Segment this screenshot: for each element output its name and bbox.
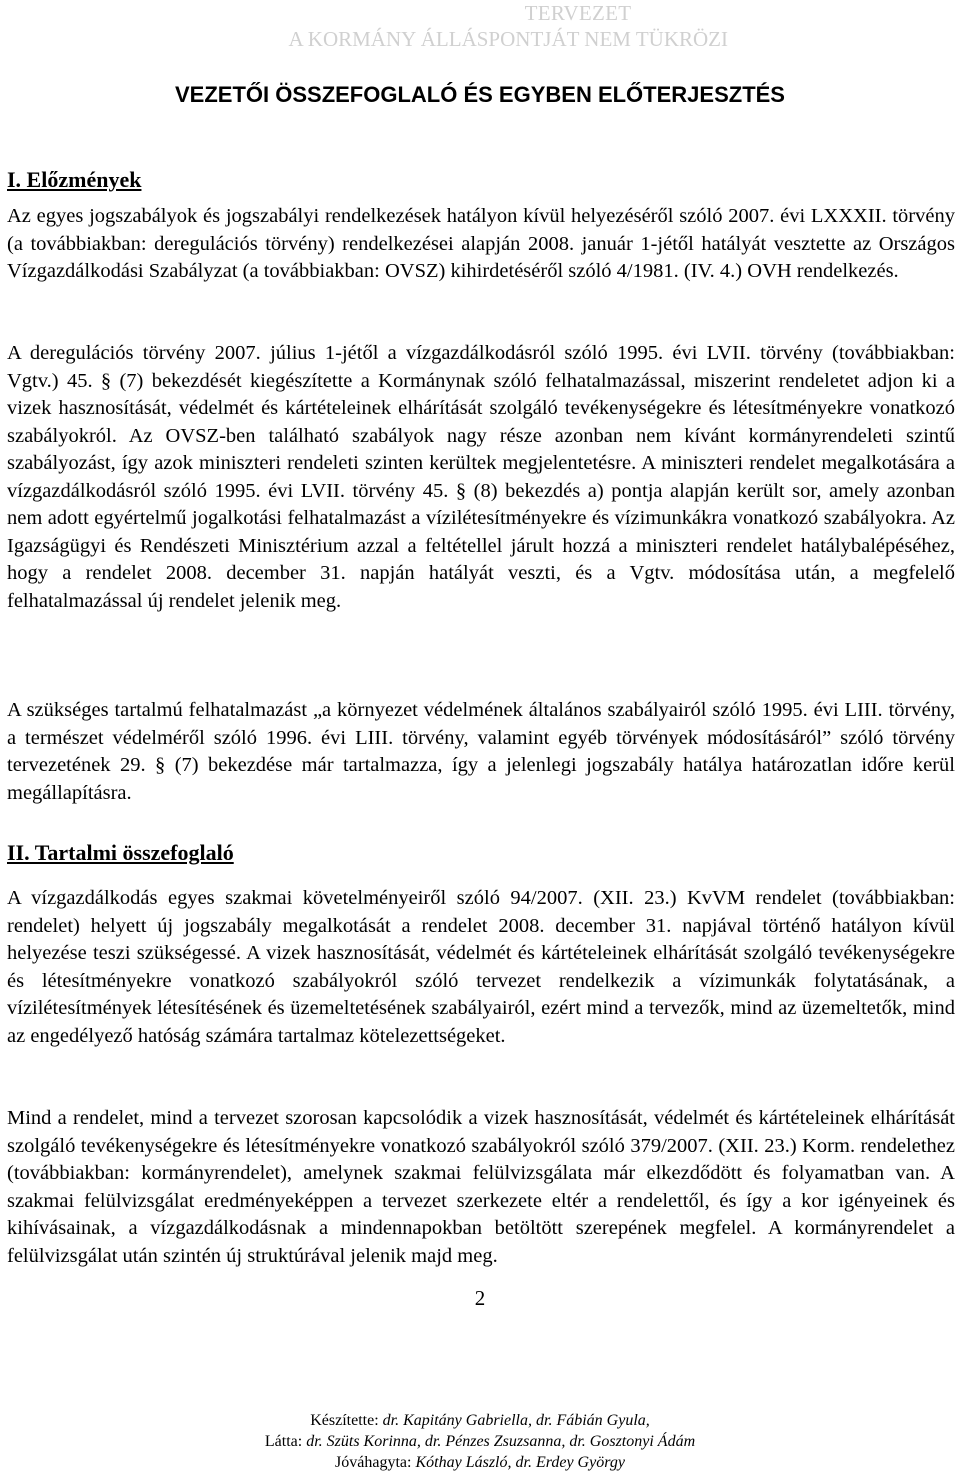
footer-prepared-names: dr. Kapitány Gabriella, dr. Fábián Gyula, <box>382 1412 650 1429</box>
footer-approved <box>0 1452 960 1473</box>
paragraph: A vízgazdálkodás egyes szakmai követelményeiről szóló 94/2007. (XII. 23.) KvVM rendelet (továbbiakban: rendelet) helyett új jogszabály megalkotását a rendelet 2008. december 31. napjával történő hatályon kívül helyezése teszi szükségessé. A vizek hasznosítását, védelmét és kártételeinek elhárítását szolgáló tevékenységekre és létesítményekre vonatkozó szabályokról szóló tervezet rendelkezik a vízimunkák folytatásának, a vízilétesítmények létesítésének és üzemeltetésének szabályairól, ezért mind a tervezők, mind az üzemeltetők, mind az engedélyező hatóság számára tartalmaz kötelezettségeket. <box>7 887 955 1047</box>
paragraph: Az egyes jogszabályok és jogszabályi rendelkezések hatályon kívül helyezéséről szóló 2007. évi LXXXII. törvény (a továbbiakban: deregulációs törvény) rendelkezései alapján 2008. január 1-jétől hatályát vesztette az Országos Vízgazdálkodási Szabályzat (a továbbiakban: OVSZ) kihirdetéséről szóló 4/1981. (IV. 4.) OVH rendelkezés. <box>7 205 955 282</box>
paragraph: A deregulációs törvény 2007. július 1-jétől a vízgazdálkodásról szóló 1995. évi LVII. törvény (továbbiakban: Vgtv.) 45. § (7) bekezdését kiegészítette a Kormánynak szóló felhatalmazással, miszerint rendeletet adjon ki a vizek hasznosítását, védelmét és kártételeinek elhárítását szolgáló tevékenységekre és létesítményekre vonatkozó szabályokról. Az OVSZ-ben található szabályok nagy része azonban nem kívánt kormányrendeleti szintű szabályozást, így azok miniszteri rendeleti szinten kerültek megjelentetésre. A miniszteri rendelet megalkotására a vízgazdálkodásról szóló 1995. évi LVII. törvény 45. § (8) bekezdés a) pontja alapján került sor, amely azonban nem adott egyértelmű jogalkotási felhatalmazást a vízilétesítményekre és vízimunkákra vonatkozó szabályokra. Az Igazságügyi és Rendészeti Minisztérium azzal a feltétellel járult hozzá a miniszteri rendelet hatálybalépéséhez, hogy a rendelet 2008. december 31. napján hatályát veszti, és a Vgtv. módosítása után, a megfelelő felhatalmazással új rendelet jelenik meg. <box>7 342 955 612</box>
watermark-line2: A KORMÁNY ÁLLÁSPONTJÁT NEM TÜKRÖZI <box>288 27 728 51</box>
footer-seen <box>0 1431 960 1452</box>
footer-seen-label: Látta: <box>264 1433 307 1450</box>
watermark-line1: TERVEZET <box>524 1 632 25</box>
section-title-elozmenyek: I. Előzmények <box>7 167 142 192</box>
draft-watermark <box>428 0 728 26</box>
footer-seen-names: dr. Szüts Korinna, dr. Pénzes Zsuzsanna, dr. Gosztonyi Ádám <box>306 1433 696 1450</box>
footer-approved-label: Jóváhagyta: <box>335 1454 416 1471</box>
paragraph: A szükséges tartalmú felhatalmazást „a környezet védelmének általános szabályairól szóló 1995. évi LIII. törvény, a természet védelméről szóló 1996. évi LIII. törvény, valamint egyéb törvények módosításáról” szóló törvény tervezetének 29. § (7) bekezdése már tartalmazza, így a jelenlegi jogszabály hatálya határozatlan időre kerül megállapításra. <box>7 699 955 804</box>
section-title-tartalmi-osszefoglalo: II. Tartalmi összefoglaló <box>7 840 234 865</box>
footer-approved-names: Kóthay László, dr. Erdey György <box>415 1454 625 1471</box>
document-title: VEZETŐI ÖSSZEFOGLALÓ ÉS EGYBEN ELŐTERJESZTÉS <box>175 82 785 107</box>
footer-prepared <box>0 1410 960 1431</box>
document-footer <box>0 1410 960 1473</box>
page-number: 2 <box>474 1286 486 1310</box>
footer-prepared-label: Készítette: <box>310 1412 383 1429</box>
paragraph: Mind a rendelet, mind a tervezet szorosan kapcsolódik a vizek hasznosítását, védelmét és kártételeinek elhárítását szolgáló tevékenységekre és létesítményekre vonatkozó szabályokról szóló 379/2007. (XII. 23.) Korm. rendelethez (továbbiakban: kormányrendelet), amelynek szakmai felülvizsgálata már elkezdődött és folyamatban van. A szakmai felülvizsgálat eredményeképpen a tervezet szerkezete eltér a rendelettől, és így a kor igényeinek és kihívásainak, a vízgazdálkodásnak a mindennapokban betöltött szerepének megfelel. A kormányrendelet a felülvizsgálat után szintén új struktúrával jelenik majd meg. <box>7 1107 955 1267</box>
